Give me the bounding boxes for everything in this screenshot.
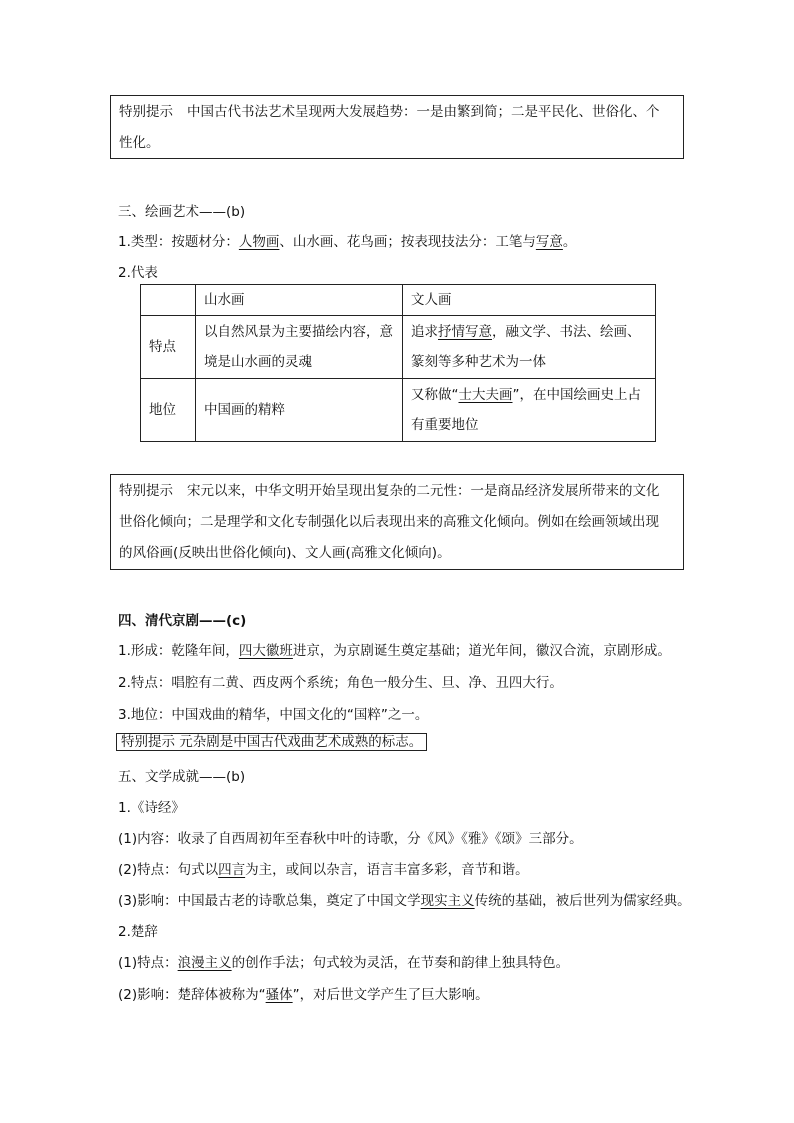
cell-text-line: 以自然风景为主要描绘内容，意 bbox=[204, 324, 393, 340]
painting-table bbox=[140, 284, 656, 442]
tip-box-calligraphy bbox=[110, 95, 684, 159]
shijing-influence bbox=[118, 889, 691, 909]
table-cell-landscape-feature bbox=[196, 316, 403, 379]
table-cell-literati-feature bbox=[403, 316, 656, 379]
formation-rest: 进京，为京剧诞生奠定基础；道光年间，徽汉合流，京剧形成。 bbox=[292, 643, 671, 659]
cell-text: ”，在中国绘画史上占 bbox=[512, 387, 641, 403]
table-corner bbox=[141, 285, 196, 316]
shijing-title: 1.《诗经》 bbox=[118, 800, 185, 816]
text: (1)特点： bbox=[118, 955, 178, 971]
cell-text-line bbox=[411, 317, 647, 347]
text: (2)影响：楚辞体被称为“ bbox=[118, 987, 266, 1003]
tip-box-song-yuan bbox=[110, 474, 684, 570]
section-heading-peking-opera: 四、清代京剧——(c) bbox=[118, 613, 247, 629]
tip-text: 宋元以来，中华文明开始呈现出复杂的二元性：一是商品经济发展所带来的文化 bbox=[187, 483, 660, 499]
tip-line-3: 的风俗画(反映出世俗化倾向)、文人画(高雅文化倾向)。 bbox=[119, 545, 451, 561]
chuci-influence bbox=[118, 983, 489, 1003]
tip-line-1 bbox=[119, 476, 675, 507]
cell-text: 追求 bbox=[411, 324, 438, 340]
cell-text-line: 有重要地位 bbox=[411, 417, 479, 433]
tip-inline-yuan-drama: 特别提示 元杂剧是中国古代戏曲艺术成熟的标志。 bbox=[116, 733, 427, 751]
opera-status: 3.地位：中国戏曲的精华，中国文化的“国粹”之一。 bbox=[118, 707, 429, 723]
cell-underlined: 士大夫画 bbox=[458, 387, 513, 403]
text: 的创作手法；句式较为灵活，在节奏和韵律上独具特色。 bbox=[231, 955, 570, 971]
table-col-literati: 文人画 bbox=[403, 285, 656, 316]
types-mid: 、山水画、花鸟画；按表现技法分：工笔与 bbox=[279, 234, 536, 250]
cell-text: 又称做“ bbox=[411, 387, 459, 403]
tip-label: 特别提示 bbox=[119, 104, 173, 120]
cell-text-line bbox=[411, 380, 647, 410]
tip-text: 中国古代书法艺术呈现两大发展趋势：一是由繁到简；二是平民化、世俗化、个 bbox=[187, 104, 660, 120]
tip-label: 特别提示 bbox=[119, 483, 173, 499]
four-anhui-troupes: 四大徽班 bbox=[238, 643, 293, 659]
romanticism: 浪漫主义 bbox=[177, 955, 232, 971]
text: 传统的基础，被后世列为儒家经典。 bbox=[474, 893, 691, 909]
chuci-title: 2.楚辞 bbox=[118, 924, 158, 940]
cell-text: ，融文学、书法、绘画、 bbox=[492, 324, 641, 340]
representatives-heading: 2.代表 bbox=[118, 265, 158, 281]
shijing-content: (1)内容：收录了自西周初年至春秋中叶的诗歌，分《风》《雅》《颂》三部分。 bbox=[118, 831, 583, 847]
text: ”，对后世文学产生了巨大影响。 bbox=[292, 987, 489, 1003]
opera-features: 2.特点：唱腔有二黄、西皮两个系统；角色一般分生、旦、净、丑四大行。 bbox=[118, 675, 563, 691]
cell-text-line: 境是山水画的灵魂 bbox=[204, 354, 312, 370]
tip-line-2: 世俗化倾向；二是理学和文化专制强化以后表现出来的高雅文化倾向。例如在绘画领域出现 bbox=[119, 514, 659, 530]
text: (2)特点：句式以 bbox=[118, 862, 219, 878]
table-cell-literati-status bbox=[403, 379, 656, 442]
cell-text-line: 篆刻等多种艺术为一体 bbox=[411, 354, 546, 370]
types-figure-painting: 人物画 bbox=[238, 234, 280, 250]
opera-formation bbox=[118, 639, 671, 659]
table-cell-landscape-status: 中国画的精粹 bbox=[196, 379, 403, 442]
realism: 现实主义 bbox=[420, 893, 475, 909]
types-prefix: 1.类型：按题材分： bbox=[118, 234, 239, 250]
table-row-head-feature: 特点 bbox=[141, 316, 196, 379]
formation-prefix: 1.形成：乾隆年间， bbox=[118, 643, 239, 659]
table-col-landscape: 山水画 bbox=[196, 285, 403, 316]
section-heading-literature: 五、文学成就——(b) bbox=[118, 769, 246, 785]
text: 为主，或间以杂言，语言丰富多彩，音节和谐。 bbox=[245, 862, 529, 878]
section-heading-painting: 三、绘画艺术——(b) bbox=[118, 204, 246, 220]
tip-line-1 bbox=[119, 97, 675, 128]
cell-underlined: 抒情写意 bbox=[438, 324, 492, 340]
chuci-features bbox=[118, 951, 569, 971]
types-end: 。 bbox=[562, 234, 577, 250]
painting-types bbox=[118, 230, 576, 250]
table-row-head-status: 地位 bbox=[141, 379, 196, 442]
sao-style: 骚体 bbox=[265, 987, 293, 1003]
types-freehand: 写意 bbox=[535, 234, 563, 250]
text: (3)影响：中国最古老的诗歌总集，奠定了中国文学 bbox=[118, 893, 421, 909]
shijing-features bbox=[118, 858, 529, 878]
tip-line-2: 性化。 bbox=[119, 135, 160, 151]
four-character-verse: 四言 bbox=[218, 862, 246, 878]
